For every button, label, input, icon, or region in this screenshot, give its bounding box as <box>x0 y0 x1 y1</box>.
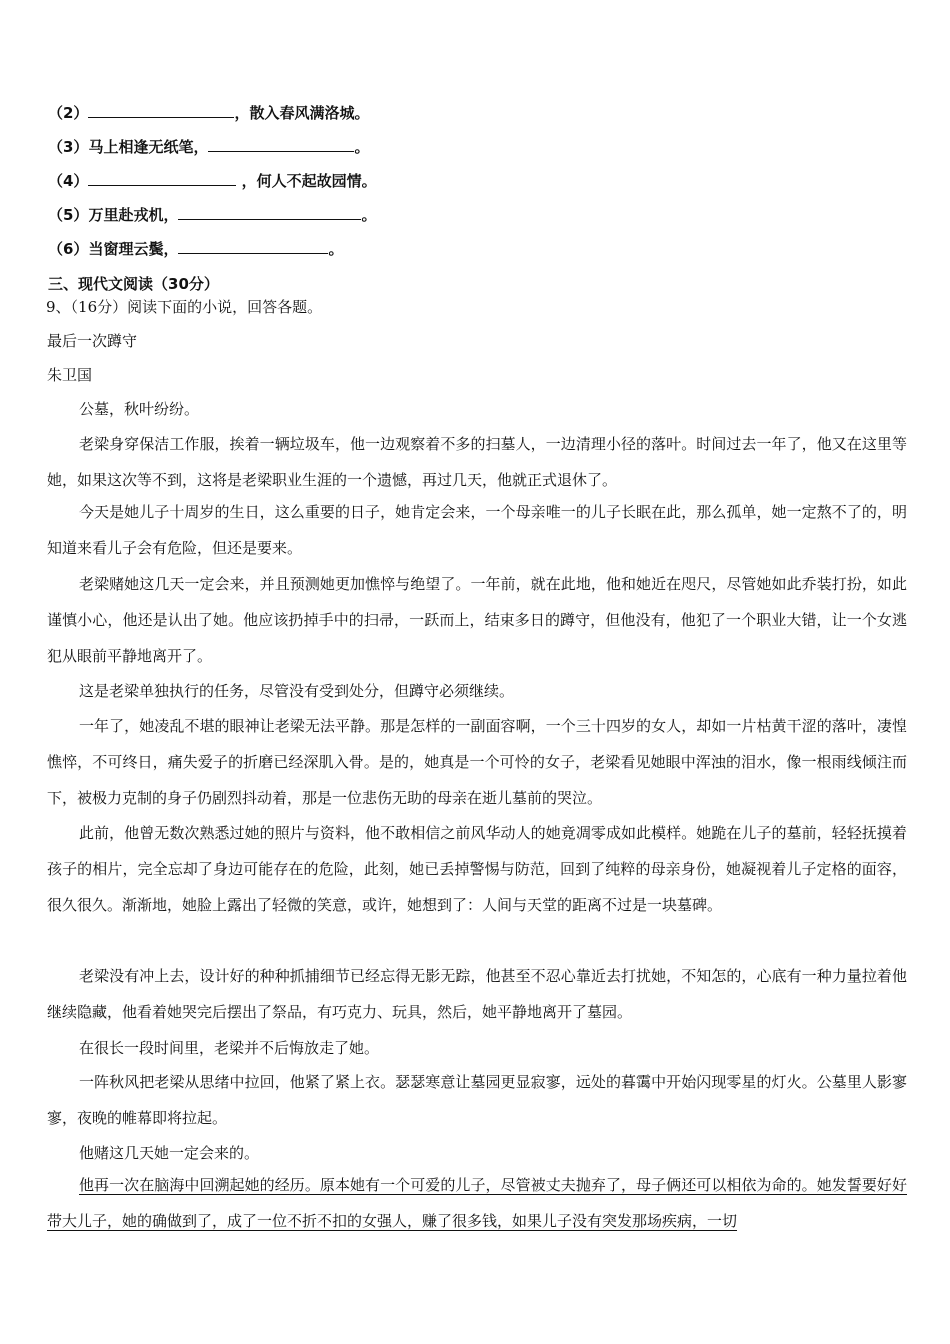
fill-item-number: （3） <box>48 138 89 156</box>
story-paragraph: 老梁没有冲上去，设计好的种种抓捕细节已经忘得无影无踪，他甚至不忍心靠近去打扰她，不知怎的，心底有一种力量拉着他继续隐藏，他看着她哭完后摆出了祭品，有巧克力、玩具，然后，她平静地离开了墓园。 <box>47 967 907 1022</box>
story-paragraph: 在很长一段时间里，老梁并不后悔放走了她。 <box>79 1039 380 1057</box>
fill-item-number: （6） <box>48 240 89 258</box>
answer-blank <box>178 205 361 220</box>
story-paragraph-underlined: 他再一次在脑海中回溯起她的经历。原本她有一个可爱的儿子，尽管被丈夫抛弃了，母子俩还可以相依为命的。她发誓要好好带大儿子，她的确做到了，成了一位不折不扣的女强人，赚了很多钱，如果儿子没有突发那场疾病，一切 <box>47 1176 907 1231</box>
fill-item <box>48 205 376 225</box>
question-prompt: 9、（16分）阅读下面的小说，回答各题。 <box>46 298 323 316</box>
fill-item-text: 当窗理云鬓， <box>88 240 179 258</box>
fill-item <box>48 239 343 259</box>
answer-blank <box>88 103 234 118</box>
fill-item-text: 。 <box>354 138 370 156</box>
fill-item-number: （4） <box>48 172 89 190</box>
story-paragraph: 老梁赌她这几天一定会来，并且预测她更加憔悴与绝望了。一年前，就在此地，他和她近在咫尺，尽管她如此乔装打扮，如此谨慎小心，他还是认出了她。他应该扔掉手中的扫帚，一跃而上，结束多日的蹲守，但他没有，他犯了一个职业大错，让一个女逃犯从眼前平静地离开了。 <box>47 575 907 666</box>
story-paragraph: 公墓，秋叶纷纷。 <box>79 400 200 418</box>
story-paragraph: 他赌这几天她一定会来的。 <box>79 1144 260 1162</box>
story-title: 最后一次蹲守 <box>47 332 138 350</box>
story-paragraph: 一年了，她凌乱不堪的眼神让老梁无法平静。那是怎样的一副面容啊，一个三十四岁的女人，却如一片枯黄干涩的落叶，凄惶憔悴，不可终日，痛失爱子的折磨已经深肌入骨。是的，她真是一个可怜的女子，老梁看见她眼中浑浊的泪水，像一根雨线倾注而下，被极力克制的身子仍剧烈抖动着，那是一位悲伤无助的母亲在逝儿墓前的哭泣。 <box>47 717 907 808</box>
answer-blank <box>208 137 354 152</box>
fill-item <box>48 171 377 191</box>
story-paragraph: 此前，他曾无数次熟悉过她的照片与资料，他不敢相信之前风华动人的她竟凋零成如此模样。她跪在儿子的墓前，轻轻抚摸着孩子的相片，完全忘却了身边可能存在的危险，此刻，她已丢掉警惕与防范，回到了纯粹的母亲身份，她凝视着儿子定格的面容，很久很久。渐渐地，她脸上露出了轻微的笑意，或许，她想到了：人间与天堂的距离不过是一块墓碑。 <box>47 824 907 915</box>
fill-item-text: 马上相逢无纸笔， <box>88 138 209 156</box>
story-paragraph: 这是老梁单独执行的任务，尽管没有受到处分，但蹲守必须继续。 <box>79 682 515 700</box>
fill-item-number: （5） <box>48 206 89 224</box>
section-title: 三、现代文阅读（30分） <box>48 275 219 293</box>
story-paragraph: 今天是她儿子十周岁的生日，这么重要的日子，她肯定会来，一个母亲唯一的儿子长眠在此，那么孤单，她一定熬不了的，明知道来看儿子会有危险，但还是要来。 <box>47 503 907 558</box>
fill-item-text: 。 <box>328 240 344 258</box>
fill-item-text: ，何人不起故园情。 <box>236 172 377 190</box>
fill-item-text: 。 <box>361 206 377 224</box>
fill-item <box>48 103 369 123</box>
fill-item-text: 万里赴戎机， <box>88 206 179 224</box>
story-paragraph: 一阵秋风把老梁从思绪中拉回，他紧了紧上衣。瑟瑟寒意让墓园更显寂寥，远处的暮霭中开始闪现零星的灯火。公墓里人影寥寥，夜晚的帷幕即将拉起。 <box>47 1073 907 1128</box>
answer-blank <box>88 171 236 186</box>
story-paragraph: 老梁身穿保洁工作服，挨着一辆垃圾车，他一边观察着不多的扫墓人，一边清理小径的落叶。时间过去一年了，他又在这里等她，如果这次等不到，这将是老梁职业生涯的一个遗憾，再过几天，他就正式退休了。 <box>47 435 907 490</box>
answer-blank <box>178 239 328 254</box>
fill-item-number: （2） <box>48 104 89 122</box>
story-author: 朱卫国 <box>47 366 93 384</box>
fill-item <box>48 137 369 157</box>
fill-item-text: ，散入春风满洛城。 <box>234 104 370 122</box>
